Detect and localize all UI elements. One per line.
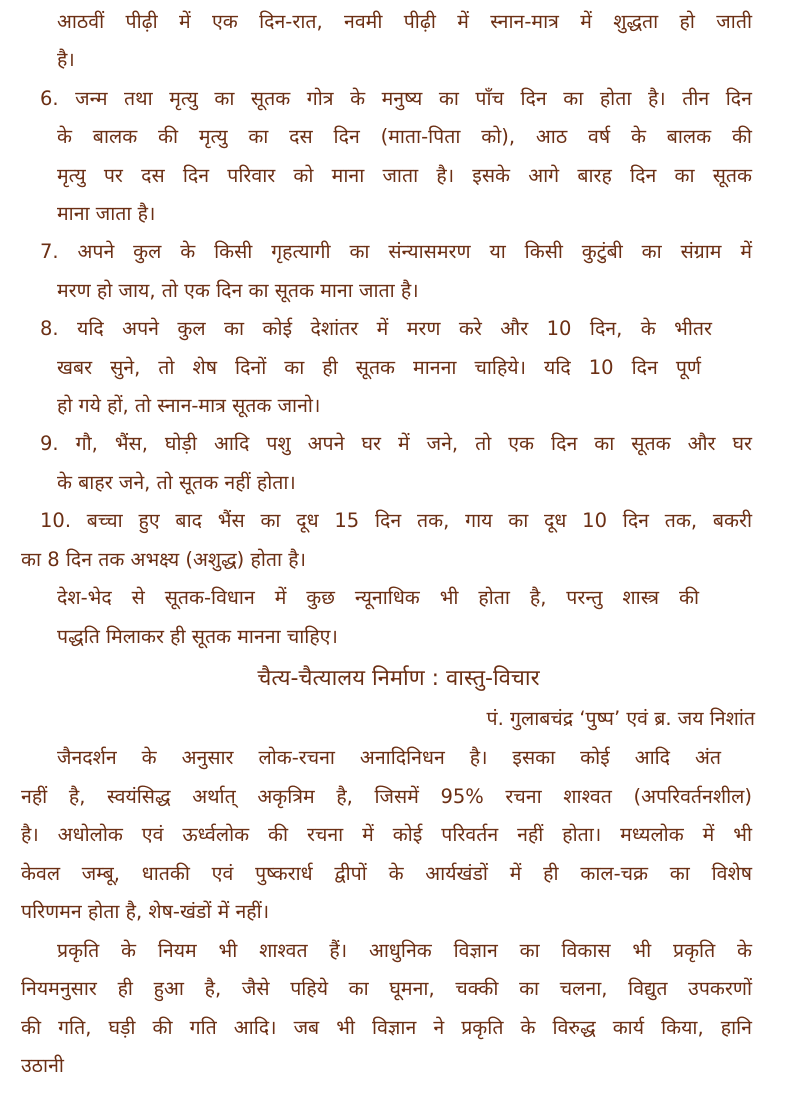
text-line: प्रकृति के नियम भी शाश्वत हैं। आधुनिक विज्ञान का विकास भी प्रकृति के xyxy=(57,939,752,962)
text-line: मरण हो जाय, तो एक दिन का सूतक माना जाता है। xyxy=(57,279,419,302)
text-line: के बालक की मृत्यु का दस दिन (माता-पिता को), आठ वर्ष के बालक की xyxy=(57,125,752,148)
text-line: है। xyxy=(57,48,75,71)
text-line: नियमनुसार ही हुआ है, जैसे पहिये का घूमना, चक्की का चलना, विद्युत उपकरणों xyxy=(21,977,752,1000)
list-item-8: 8. यदि अपने कुल का कोई देशांतर में मरण करे और 10 दिन, के भीतर xyxy=(40,317,712,340)
list-item-6: 6. जन्म तथा मृत्यु का सूतक गोत्र के मनुष्य का पाँच दिन का होता है। तीन दिन xyxy=(40,87,752,110)
list-item-10: 10. बच्चा हुए बाद भैंस का दूध 15 दिन तक, गाय का दूध 10 दिन तक, बकरी xyxy=(40,509,752,532)
text-line: नहीं है, स्वयंसिद्ध अर्थात् अकृत्रिम है, जिसमें 95% रचना शाश्वत (अपरिवर्तनशील) xyxy=(21,785,752,808)
list-item-7: 7. अपने कुल के किसी गृहत्यागी का संन्यासमरण या किसी कुटुंबी का संग्राम में xyxy=(40,240,752,263)
text-line: आठवीं पीढ़ी में एक दिन-रात, नवमी पीढ़ी में स्नान-मात्र में शुद्धता हो जाती xyxy=(57,10,752,33)
author-line: पं. गुलाबचंद्र ‘पुष्प’ एवं ब्र. जय निशांत xyxy=(486,707,755,730)
list-item-9: 9. गौ, भैंस, घोड़ी आदि पशु अपने घर में जने, तो एक दिन का सूतक और घर xyxy=(40,432,752,455)
text-line: की गति, घड़ी की गति आदि। जब भी विज्ञान ने प्रकृति के विरुद्ध कार्य किया, हानि xyxy=(21,1016,752,1039)
text-line: उठानी xyxy=(21,1054,64,1077)
text-line: पद्धति मिलाकर ही सूतक मानना चाहिए। xyxy=(57,625,338,648)
text-line: जैनदर्शन के अनुसार लोक-रचना अनादिनिधन है। इसका कोई आदि अंत xyxy=(57,746,721,769)
text-line: माना जाता है। xyxy=(57,202,156,225)
text-line: परिणमन होता है, शेष-खंडों में नहीं। xyxy=(21,900,270,923)
section-heading: चैत्य-चैत्यालय निर्माण : वास्तु-विचार xyxy=(257,666,540,691)
text-line: केवल जम्बू, धातकी एवं पुष्करार्ध द्वीपों के आर्यखंडों में ही काल-चक्र का विशेष xyxy=(21,862,752,885)
text-line: मृत्यु पर दस दिन परिवार को माना जाता है। इसके आगे बारह दिन का सूतक xyxy=(57,164,752,187)
text-line: हो गये हों, तो स्नान-मात्र सूतक जानो। xyxy=(57,394,321,417)
text-line: खबर सुने, तो शेष दिनों का ही सूतक मानना चाहिये। यदि 10 दिन पूर्ण xyxy=(57,356,701,379)
text-line: देश-भेद से सूतक-विधान में कुछ न्यूनाधिक भी होता है, परन्तु शास्त्र की xyxy=(57,586,699,609)
text-line: का 8 दिन तक अभक्ष्य (अशुद्ध) होता है। xyxy=(21,548,307,571)
text-line: है। अधोलोक एवं ऊर्ध्वलोक की रचना में कोई परिवर्तन नहीं होता। मध्यलोक में भी xyxy=(21,823,752,846)
text-line: के बाहर जने, तो सूतक नहीं होता। xyxy=(57,471,296,494)
